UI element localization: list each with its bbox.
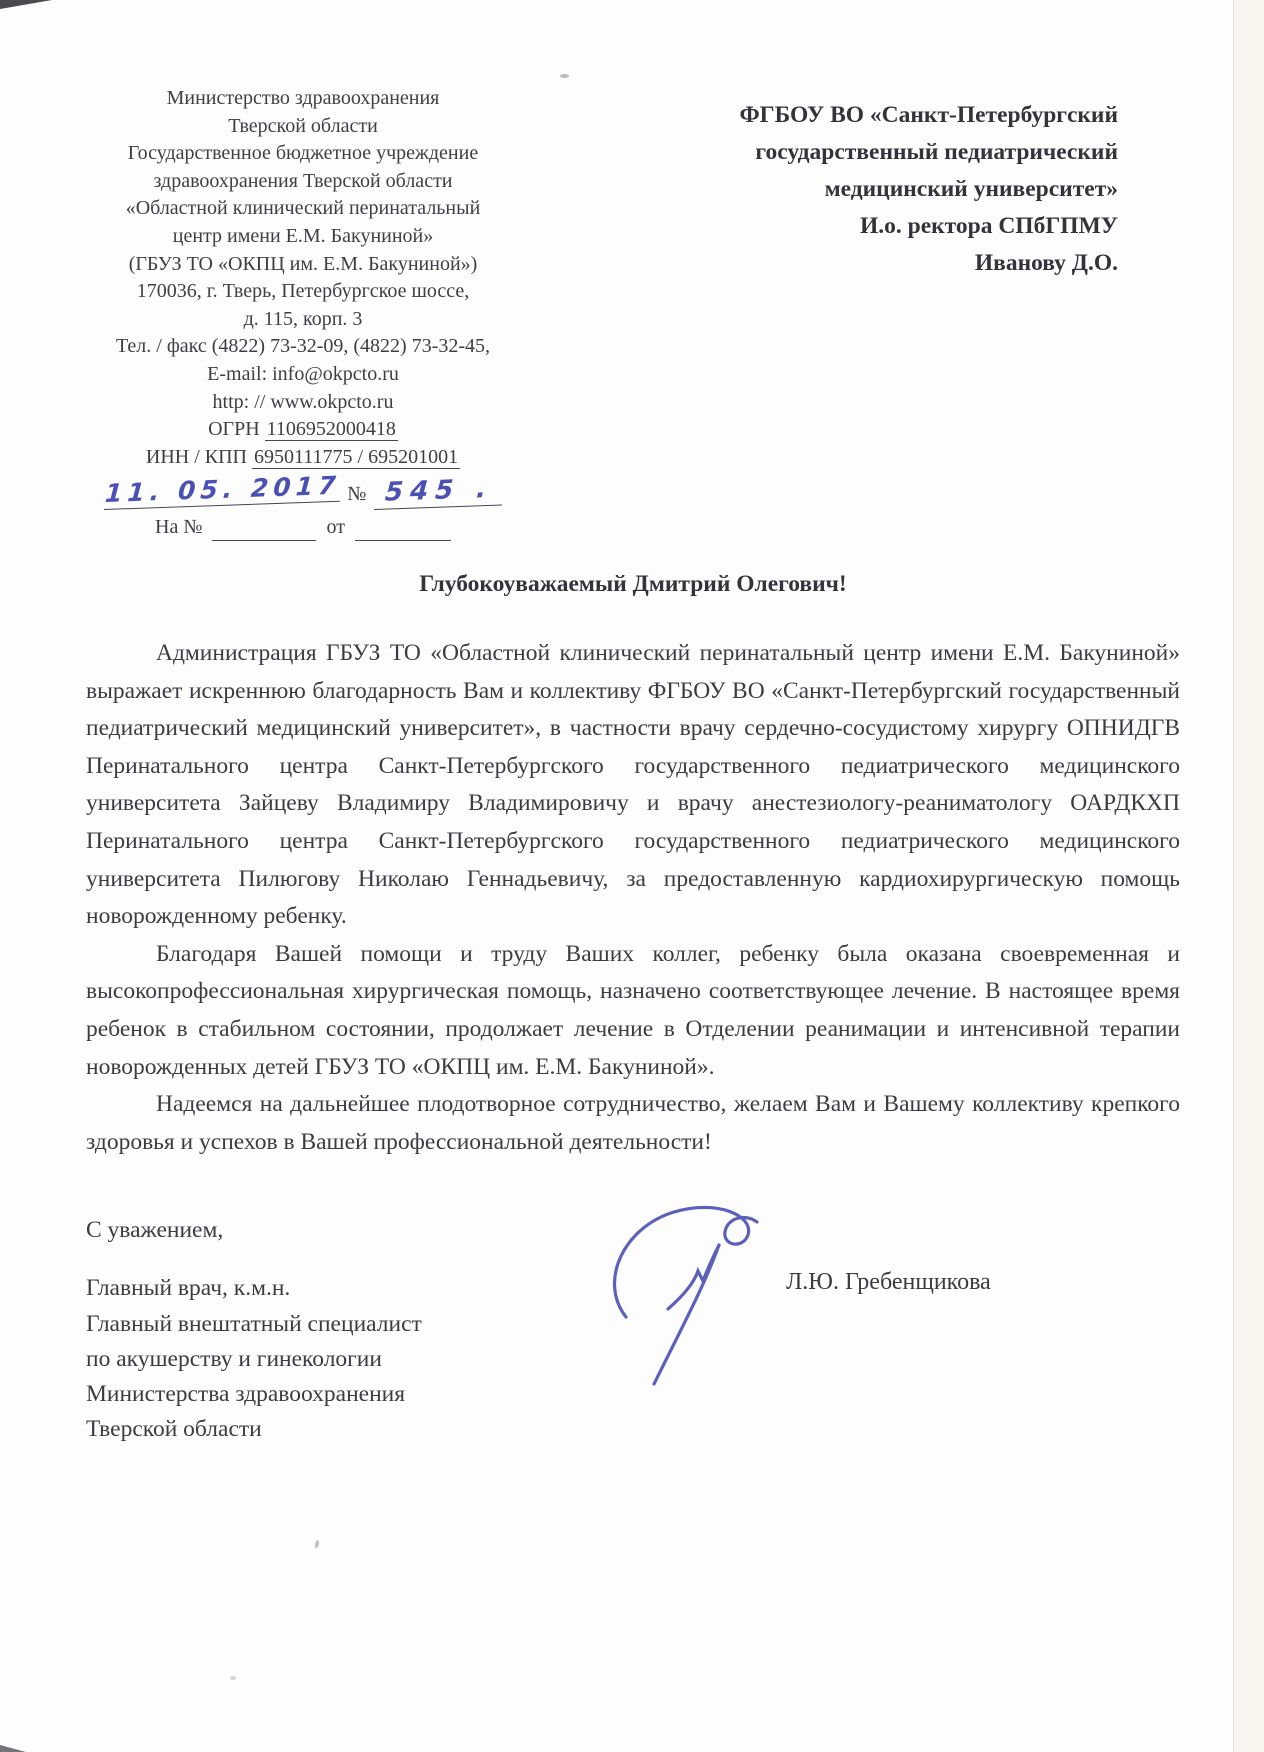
signer-title-line: Главный внештатный специалист	[86, 1310, 422, 1337]
sender-line: здравоохранения Тверской области	[153, 169, 453, 192]
closing-block	[86, 1217, 1180, 1617]
signer-title-line: по акушерству и гинекологии	[86, 1345, 382, 1372]
signer-title-line: Министерства здравоохранения	[86, 1380, 406, 1407]
recipient-line: И.о. ректора СПбГПМУ	[859, 213, 1118, 239]
sender-line: 170036, г. Тверь, Петербургское шоссе,	[136, 280, 470, 303]
ogrn-line	[86, 416, 520, 444]
inn-kpp-label: ИНН / КПП	[145, 445, 248, 468]
sender-line: http: // www.okpcto.ru	[212, 390, 394, 413]
body-paragraph: Администрация ГБУЗ ТО «Областной клинический перинатальный центр имени Е.М. Бакуниной» выражает искреннюю благодарность Вам и коллективу ФГБОУ ВО «Санкт-Петербургский государственный педиатрический медицинский университет», в частности врачу сердечно-сосудистому хирургу ОПНИДГВ Перинатального центра Санкт-Петербургского государственного педиатрического медицинского университета Зайцеву Владимиру Владимировичу и врачу анестезиологу-реаниматологу ОАРДКХП Перинатального центра Санкт-Петербургского государственного педиатрического медицинского университета Пилюгову Николаю Геннадьевичу, за предоставленную кардиохирургическую помощь новорожденному ребенку.	[86, 640, 1180, 930]
na-label: На №	[155, 515, 203, 538]
signature-ink	[606, 1199, 816, 1399]
recipient-line: ФГБОУ ВО «Санкт-Петербургский	[739, 102, 1118, 128]
sender-block	[86, 85, 520, 541]
letter-body	[86, 635, 1180, 1161]
recipient-line: государственный педиатрический	[755, 139, 1118, 165]
handwritten-date: 11. 05. 2017	[103, 470, 342, 508]
sender-line: (ГБУЗ ТО «ОКПЦ им. Е.М. Бакуниной»)	[128, 252, 478, 275]
sender-line: Министерство здравоохранения	[166, 87, 440, 109]
sender-line: д. 115, корп. 3	[243, 307, 363, 330]
inn-kpp-line	[86, 444, 520, 472]
reference-line	[86, 511, 520, 541]
salutation: Глубокоуважаемый Дмитрий Олегович!	[419, 571, 847, 597]
ogrn-label: ОГРН	[208, 418, 260, 441]
sender-line: «Областной клинический перинатальный	[125, 197, 481, 220]
signer-name: Л.Ю. Гребенщикова	[786, 1269, 991, 1296]
recipient-line: медицинский университет»	[824, 176, 1118, 202]
date-number-line	[86, 470, 520, 509]
closing-regards: С уважением,	[86, 1217, 224, 1244]
body-paragraph: Надеемся на дальнейшее плодотворное сотрудничество, желаем Вам и Вашему коллективу крепкого здоровья и успехов в Вашей профессиональной деятельности!	[86, 1091, 1180, 1155]
letterhead	[0, 0, 1264, 547]
ogrn-value: 1106952000418	[266, 418, 396, 441]
signer-title-line: Тверской области	[86, 1416, 262, 1443]
number-sign: №	[347, 483, 367, 506]
reference-number-blank	[212, 520, 316, 541]
ot-label: от	[326, 515, 345, 538]
scan-corner-artifact	[0, 1745, 26, 1752]
reference-date-blank	[355, 520, 451, 541]
inn-kpp-value: 6950111775 / 695201001	[254, 445, 459, 468]
scan-speck	[230, 1676, 236, 1680]
recipient-block	[560, 97, 1118, 282]
sender-line: Тверской области	[228, 114, 378, 137]
sender-line: E-mail: info@okpcto.ru	[207, 362, 399, 385]
sender-line: центр имени Е.М. Бакуниной»	[172, 224, 434, 247]
body-paragraph: Благодаря Вашей помощи и труду Ваших коллег, ребенку была оказана своевременная и высокопрофессиональная хирургическая помощь, назначено соответствующее лечение. В настоящее время ребенок в стабильном состоянии, продолжает лечение в Отделении реанимации и интенсивной терапии новорожденных детей ГБУЗ ТО «ОКПЦ им. Е.М. Бакуниной».	[86, 940, 1180, 1080]
sender-line: Тел. / факс (4822) 73-32-09, (4822) 73-32-45,	[115, 335, 491, 358]
sender-line: Государственное бюджетное учреждение	[127, 142, 479, 165]
signer-title-line: Главный врач, к.м.н.	[86, 1275, 291, 1302]
handwritten-number: 545 .	[374, 475, 504, 509]
recipient-line: Иванову Д.О.	[974, 250, 1118, 276]
